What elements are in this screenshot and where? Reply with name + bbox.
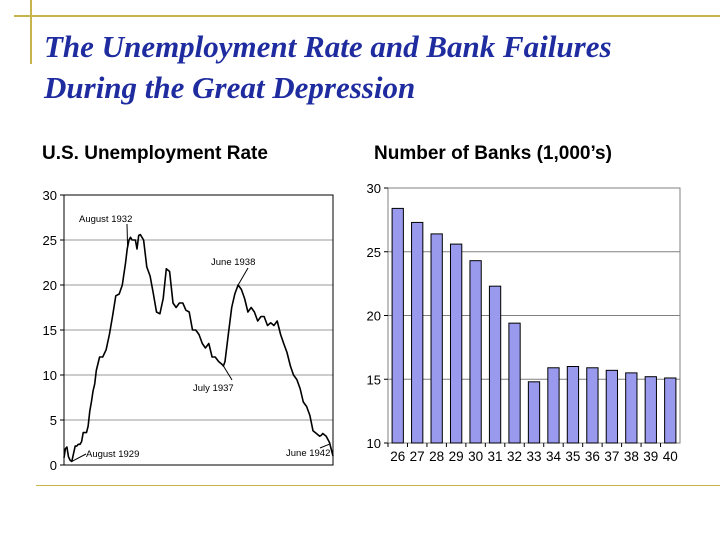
- bar: [567, 367, 578, 444]
- unemployment-line-chart: [0, 170, 350, 480]
- banks-chart-title: Number of Banks (1,000’s): [374, 143, 612, 164]
- y-tick-label: 30: [42, 188, 57, 203]
- x-tick-label: 34: [545, 449, 561, 464]
- x-tick-label: 40: [662, 449, 678, 464]
- x-tick-label: 39: [643, 449, 659, 464]
- bar: [587, 368, 598, 443]
- annotation-leader: [238, 268, 248, 285]
- bar: [645, 377, 656, 443]
- x-tick-label: 28: [429, 449, 445, 464]
- y-tick-label: 0: [49, 458, 57, 473]
- bar: [392, 208, 403, 443]
- bar: [489, 286, 500, 443]
- decorative-bottom-line: [36, 485, 720, 486]
- slide-title: The Unemployment Rate and Bank Failures During the Great Depression: [44, 29, 612, 105]
- x-tick-label: 30: [468, 449, 484, 464]
- y-tick-label: 5: [49, 413, 57, 428]
- y-tick-label: 15: [366, 372, 381, 388]
- x-tick-label: 33: [526, 449, 542, 464]
- x-tick-label: 35: [565, 449, 581, 464]
- unemployment-series-line: [64, 235, 333, 462]
- bar: [548, 368, 559, 443]
- annotation-label: August 1932: [79, 214, 133, 225]
- annotation-leader: [127, 224, 128, 246]
- annotation-label: July 1937: [193, 383, 234, 394]
- x-tick-label: 32: [507, 449, 523, 464]
- x-tick-label: 37: [604, 449, 620, 464]
- y-tick-label: 15: [42, 323, 57, 338]
- bar: [470, 261, 481, 443]
- bar: [412, 222, 423, 443]
- y-tick-label: 30: [366, 181, 381, 196]
- bar: [431, 234, 442, 443]
- decorative-top-line: [14, 15, 720, 17]
- y-tick-label: 10: [42, 368, 57, 383]
- bar: [509, 323, 520, 443]
- x-tick-label: 38: [623, 449, 639, 464]
- x-tick-label: 26: [390, 449, 406, 464]
- y-tick-label: 25: [366, 244, 381, 260]
- x-tick-label: 27: [409, 449, 425, 464]
- bar: [528, 382, 539, 443]
- bar: [450, 244, 461, 443]
- bar: [626, 373, 637, 443]
- y-tick-label: 20: [366, 308, 381, 324]
- y-tick-label: 20: [42, 278, 57, 293]
- annotation-leader: [223, 366, 232, 380]
- x-tick-label: 36: [584, 449, 600, 464]
- x-tick-label: 29: [448, 449, 464, 464]
- annotation-label: June 1938: [211, 257, 256, 268]
- decorative-vertical-line: [30, 0, 32, 64]
- annotation-label: June 1942: [286, 448, 331, 459]
- y-tick-label: 25: [42, 233, 57, 248]
- bar: [606, 370, 617, 443]
- y-tick-label: 10: [366, 436, 381, 451]
- x-tick-label: 31: [487, 449, 503, 464]
- annotation-label: August 1929: [86, 449, 140, 460]
- bar: [665, 378, 676, 443]
- unemployment-chart-title: U.S. Unemployment Rate: [42, 143, 268, 164]
- banks-bar-chart: [340, 170, 700, 475]
